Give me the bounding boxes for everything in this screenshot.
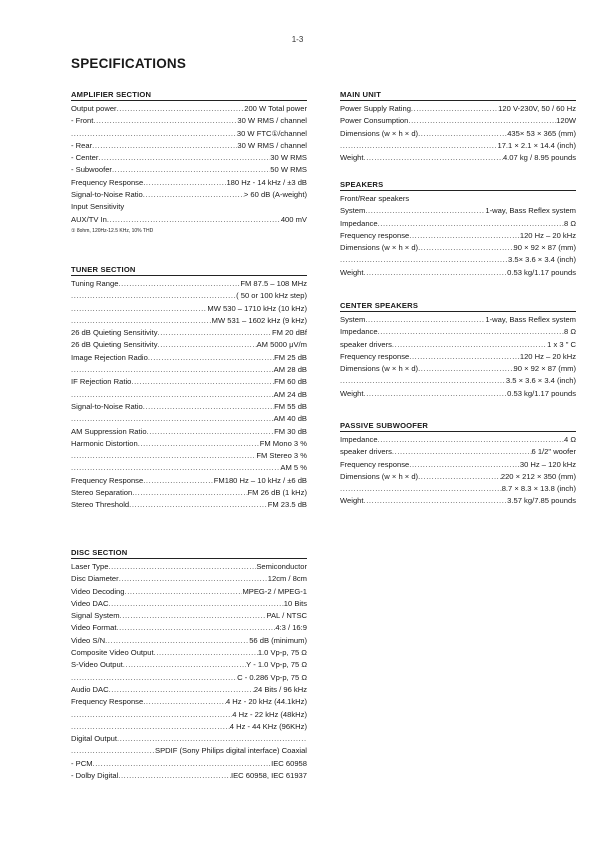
spec-row bbox=[71, 339, 307, 351]
spec-row bbox=[71, 696, 307, 708]
section-title: TUNER SECTION bbox=[71, 265, 307, 276]
dot-leader bbox=[364, 152, 503, 164]
spec-row bbox=[71, 758, 307, 770]
spec-value: FM 23.5 dB bbox=[267, 500, 307, 510]
spec-value: 4 Hz - 22 kHz (48kHz) bbox=[232, 709, 307, 719]
spec-row bbox=[71, 327, 307, 339]
spec-row bbox=[71, 140, 307, 152]
spec-value: FM Mono 3 % bbox=[259, 438, 307, 448]
dot-leader bbox=[365, 314, 485, 326]
spec-label: Weight bbox=[340, 153, 364, 163]
spec-value: 0.53 kg/1.17 pounds bbox=[507, 267, 576, 277]
spec-row bbox=[340, 314, 576, 326]
spec-row bbox=[71, 315, 307, 327]
spec-row bbox=[71, 561, 307, 573]
spec-row bbox=[340, 267, 576, 279]
spec-row bbox=[340, 230, 576, 242]
spec-row bbox=[340, 339, 576, 351]
spec-row bbox=[71, 115, 307, 127]
spec-value: FM 55 dB bbox=[274, 401, 307, 411]
section-title: MAIN UNIT bbox=[340, 90, 576, 101]
dot-leader bbox=[378, 218, 564, 230]
spec-row bbox=[71, 622, 307, 634]
spec-value: 10 Bits bbox=[283, 598, 307, 608]
spec-label: Harmonic Distortion bbox=[71, 438, 138, 448]
dot-leader bbox=[112, 164, 270, 176]
dot-leader bbox=[148, 352, 274, 364]
spec-row bbox=[340, 471, 576, 483]
spec-value: FM 30 dB bbox=[274, 426, 307, 436]
dot-leader bbox=[364, 495, 508, 507]
spec-row bbox=[340, 218, 576, 230]
section-center-speakers bbox=[340, 301, 576, 400]
dot-leader bbox=[138, 438, 260, 450]
spec-row bbox=[71, 709, 307, 721]
spec-row bbox=[71, 426, 307, 438]
spec-value: 90 × 92 × 87 (mm) bbox=[513, 243, 576, 253]
dot-leader bbox=[392, 446, 532, 458]
spec-label: 26 dB Quieting Sensitivity bbox=[71, 340, 158, 350]
spec-label: - Center bbox=[71, 153, 99, 163]
spec-row bbox=[71, 389, 307, 401]
spec-row bbox=[340, 459, 576, 471]
spec-value: 120 Hz – 20 kHz bbox=[519, 230, 576, 240]
spec-row bbox=[71, 475, 307, 487]
spec-label: Video DAC bbox=[71, 598, 109, 608]
spec-row bbox=[71, 598, 307, 610]
spec-value: 200 W Total power bbox=[244, 104, 307, 113]
spec-label: Dimensions (w × h × d) bbox=[340, 243, 419, 253]
dot-leader bbox=[123, 659, 246, 671]
spec-value: 30 W RMS / channel bbox=[237, 140, 307, 150]
dot-leader bbox=[143, 177, 226, 189]
spec-label: Signal-to-Noise Ratio bbox=[71, 401, 143, 411]
spec-value: 1-way, Bass Reflex system bbox=[485, 206, 576, 216]
dot-leader bbox=[71, 672, 237, 684]
spec-value: 90 × 92 × 87 (mm) bbox=[513, 364, 576, 374]
dot-leader bbox=[408, 115, 556, 127]
dot-leader bbox=[71, 303, 207, 315]
spec-label: IF Rejection Ratio bbox=[71, 377, 132, 387]
spec-label: Signal-to-Noise Ratio bbox=[71, 190, 143, 200]
spec-row bbox=[71, 103, 307, 115]
dot-leader bbox=[98, 152, 270, 164]
dot-leader bbox=[418, 242, 513, 254]
spec-value: 3.57 kg/7.85 pounds bbox=[507, 496, 576, 506]
spec-value: AM 28 dB bbox=[273, 365, 307, 375]
spec-row bbox=[71, 721, 307, 733]
dot-leader bbox=[158, 327, 272, 339]
spec-row bbox=[71, 499, 307, 511]
spec-row bbox=[71, 189, 307, 201]
spec-row bbox=[71, 745, 307, 757]
spec-value: 4:3 / 16:9 bbox=[275, 623, 307, 633]
spec-value: FM 20 dBf bbox=[271, 328, 307, 338]
spec-value: MW 530 – 1710 kHz (10 kHz) bbox=[207, 303, 307, 313]
spec-label: Frequency response bbox=[340, 351, 410, 361]
section-title: SPEAKERS bbox=[340, 180, 576, 191]
spec-row bbox=[71, 128, 307, 140]
spec-value: MW 531 – 1602 kHz (9 kHz) bbox=[211, 315, 307, 325]
dot-leader bbox=[109, 684, 254, 696]
spec-value: 1.0 Vp-p, 75 Ω bbox=[257, 648, 307, 658]
spec-row bbox=[71, 770, 307, 782]
section-passive-subwoofer bbox=[340, 421, 576, 508]
spec-row bbox=[340, 103, 576, 115]
dot-leader bbox=[378, 326, 564, 338]
spec-row bbox=[71, 401, 307, 413]
spec-row bbox=[340, 140, 576, 152]
dot-leader bbox=[143, 189, 244, 201]
dot-leader bbox=[118, 770, 231, 782]
dot-leader bbox=[124, 586, 242, 598]
spec-row bbox=[340, 388, 576, 400]
spec-label: Video S/N bbox=[71, 635, 106, 645]
spec-label: S-Video Output bbox=[71, 660, 123, 670]
spec-label: Impedance bbox=[340, 327, 378, 337]
spec-value: 3.5 × 3.6 × 3.4 (inch) bbox=[505, 376, 576, 386]
spec-row bbox=[71, 290, 307, 302]
spec-row bbox=[340, 193, 576, 205]
spec-row bbox=[71, 413, 307, 425]
spec-row bbox=[71, 462, 307, 474]
spec-label: Power Consumption bbox=[340, 116, 409, 126]
spec-label: AUX/TV In bbox=[71, 214, 107, 224]
section-title: PASSIVE SUBWOOFER bbox=[340, 421, 576, 432]
spec-value: 8.7 × 8.3 × 13.8 (inch) bbox=[501, 484, 576, 494]
spec-label: Frequency response bbox=[340, 230, 410, 240]
dot-leader bbox=[378, 434, 564, 446]
spec-row bbox=[71, 573, 307, 585]
spec-value: C - 0.286 Vp-p, 75 Ω bbox=[237, 672, 307, 682]
spec-value: 6 1/2" woofer bbox=[531, 447, 576, 457]
section-title: AMPLIFIER SECTION bbox=[71, 90, 307, 101]
spec-label: speaker drivers bbox=[340, 447, 392, 457]
dot-leader bbox=[418, 363, 513, 375]
dot-leader bbox=[119, 573, 268, 585]
spec-value: 120 Hz – 20 kHz bbox=[519, 351, 576, 361]
spec-label: 26 dB Quieting Sensitivity bbox=[71, 328, 158, 338]
spec-value: 8 Ω bbox=[563, 218, 576, 228]
spec-value: AM 5 % bbox=[280, 463, 307, 473]
dot-leader bbox=[93, 758, 272, 770]
spec-label: Impedance bbox=[340, 435, 378, 444]
spec-label: - PCM bbox=[71, 758, 93, 768]
dot-leader bbox=[132, 487, 247, 499]
spec-row bbox=[340, 242, 576, 254]
spec-label: Impedance bbox=[340, 218, 378, 228]
spec-row bbox=[71, 635, 307, 647]
section-title: DISC SECTION bbox=[71, 548, 307, 559]
dot-leader bbox=[129, 499, 268, 511]
spec-label: System bbox=[340, 206, 366, 216]
spec-value: 3.5× 3.6 × 3.4 (inch) bbox=[508, 255, 576, 265]
spec-value: 30 W RMS / channel bbox=[237, 116, 307, 126]
spec-value: ( 50 or 100 kHz step) bbox=[236, 291, 307, 301]
dot-leader bbox=[71, 462, 280, 474]
spec-label: Frequency response bbox=[340, 459, 410, 469]
spec-value: > 60 dB (A-weight) bbox=[243, 190, 307, 200]
spec-row bbox=[71, 376, 307, 388]
spec-label: Weight bbox=[340, 388, 364, 398]
dot-leader bbox=[364, 388, 508, 400]
spec-row bbox=[71, 438, 307, 450]
dot-leader bbox=[92, 140, 237, 152]
spec-row bbox=[340, 205, 576, 217]
spec-value: Semiconductor bbox=[256, 562, 307, 571]
spec-row bbox=[340, 152, 576, 164]
spec-row bbox=[340, 375, 576, 387]
spec-value: Y - 1.0 Vp-p, 75 Ω bbox=[246, 660, 307, 670]
spec-value: IEC 60958 bbox=[271, 758, 307, 768]
spec-row bbox=[340, 495, 576, 507]
spec-value: MPEG-2 / MPEG-1 bbox=[242, 586, 307, 596]
spec-row bbox=[71, 659, 307, 671]
spec-value: FM 26 dB (1 kHz) bbox=[247, 488, 307, 498]
page-title: SPECIFICATIONS bbox=[71, 56, 187, 71]
spec-row bbox=[340, 115, 576, 127]
spec-value: 4 Hz - 44 KHz (96KHz) bbox=[229, 721, 307, 731]
section-title: CENTER SPEAKERS bbox=[340, 301, 576, 312]
spec-value: IEC 60958, IEC 61937 bbox=[231, 771, 307, 781]
dot-leader bbox=[116, 622, 275, 634]
spec-label: Audio DAC bbox=[71, 684, 109, 694]
spec-label: Digital Output bbox=[71, 734, 118, 744]
dot-leader bbox=[411, 103, 498, 115]
spec-row bbox=[71, 164, 307, 176]
spec-label: Composite Video Output bbox=[71, 648, 154, 658]
spec-value: 400 mV bbox=[280, 214, 307, 224]
spec-row bbox=[71, 352, 307, 364]
section-disc bbox=[71, 548, 307, 782]
spec-label: System bbox=[340, 315, 366, 324]
spec-row bbox=[71, 177, 307, 189]
dot-leader bbox=[365, 205, 485, 217]
spec-value: AM 24 dB bbox=[273, 389, 307, 399]
dot-leader bbox=[107, 214, 281, 226]
spec-label: Stereo Separation bbox=[71, 488, 133, 498]
dot-leader bbox=[117, 733, 307, 745]
dot-leader bbox=[93, 115, 237, 127]
dot-leader bbox=[364, 267, 508, 279]
dot-leader bbox=[71, 413, 274, 425]
dot-leader bbox=[340, 140, 497, 152]
spec-value: FM 25 dB bbox=[274, 352, 307, 362]
spec-row bbox=[340, 363, 576, 375]
spec-label: Frequency Response bbox=[71, 475, 144, 485]
spec-row bbox=[71, 487, 307, 499]
dot-leader bbox=[108, 598, 283, 610]
spec-value: 180 Hz - 14 kHz / ±3 dB bbox=[226, 177, 307, 187]
spec-label: - Rear bbox=[71, 140, 93, 150]
spec-value: 30 Hz – 120 kHz bbox=[519, 459, 576, 469]
spec-row bbox=[71, 152, 307, 164]
spec-value: AM 40 dB bbox=[273, 414, 307, 424]
spec-value: FM Stereo 3 % bbox=[256, 451, 307, 461]
page-number: 1-3 bbox=[291, 35, 304, 44]
spec-label: - Dolby Digital bbox=[71, 771, 119, 781]
spec-label: Input Sensitivity bbox=[71, 202, 125, 212]
spec-value: 30 W RMS bbox=[270, 153, 307, 163]
dot-leader bbox=[392, 339, 547, 351]
spec-row bbox=[71, 450, 307, 462]
section-tuner bbox=[71, 265, 307, 512]
spec-value: FM 60 dB bbox=[274, 377, 307, 387]
dot-leader bbox=[147, 426, 275, 438]
dot-leader bbox=[154, 647, 258, 659]
spec-row bbox=[340, 254, 576, 266]
spec-value: 4 Hz - 20 kHz (44.1kHz) bbox=[225, 697, 307, 707]
spec-value: 12cm / 8cm bbox=[267, 574, 307, 584]
dot-leader bbox=[71, 709, 232, 721]
spec-label: Tuning Range bbox=[71, 279, 119, 288]
spec-label: Stereo Threshold bbox=[71, 500, 130, 510]
spec-row bbox=[340, 128, 576, 140]
spec-label: - Subwoofer bbox=[71, 165, 112, 175]
dot-leader bbox=[71, 389, 274, 401]
spec-value: 56 dB (minimum) bbox=[249, 635, 307, 645]
spec-row bbox=[71, 201, 307, 213]
spec-label: Dimensions (w × h × d) bbox=[340, 471, 419, 481]
dot-leader bbox=[340, 254, 508, 266]
spec-value: 8 Ω bbox=[563, 327, 576, 337]
spec-value: AM 5000 μV/m bbox=[256, 340, 307, 350]
spec-value: 30 W FTC①/channel bbox=[236, 128, 307, 138]
spec-label: Dimensions (w × h × d) bbox=[340, 364, 419, 374]
spec-label: AM Suppression Ratio bbox=[71, 426, 147, 436]
dot-leader bbox=[409, 459, 520, 471]
spec-value: 24 Bits / 96 kHz bbox=[253, 684, 307, 694]
spec-row bbox=[340, 483, 576, 495]
spec-row bbox=[71, 214, 307, 226]
spec-row bbox=[71, 586, 307, 598]
spec-label: Image Rejection Radio bbox=[71, 352, 148, 362]
spec-row bbox=[71, 733, 307, 745]
section-main-unit bbox=[340, 90, 576, 164]
dot-leader bbox=[143, 475, 214, 487]
spec-label: Frequency Response bbox=[71, 177, 144, 187]
spec-label: Signal System bbox=[71, 611, 120, 621]
dot-leader bbox=[71, 128, 237, 140]
spec-row bbox=[71, 672, 307, 684]
dot-leader bbox=[120, 610, 267, 622]
spec-label: Disc Diameter bbox=[71, 574, 119, 584]
spec-value: 0.53 kg/1.17 pounds bbox=[507, 388, 576, 398]
spec-value: FM 87.5 – 108 MHz bbox=[240, 279, 307, 288]
footnote: ① 8ohm, 120Hz-12.5 KHz, 10% THD bbox=[71, 227, 154, 234]
spec-label: - Front bbox=[71, 116, 94, 126]
dot-leader bbox=[340, 483, 502, 495]
spec-value: 4 Ω bbox=[563, 435, 576, 444]
spec-row bbox=[71, 610, 307, 622]
dot-leader bbox=[71, 745, 155, 757]
spec-row bbox=[71, 364, 307, 376]
dot-leader bbox=[418, 471, 501, 483]
spec-value: 1-way, Bass Reflex system bbox=[485, 315, 576, 324]
dot-leader bbox=[71, 364, 274, 376]
dot-leader bbox=[117, 103, 245, 115]
dot-leader bbox=[71, 721, 230, 733]
spec-row bbox=[71, 684, 307, 696]
dot-leader bbox=[143, 401, 274, 413]
dot-leader bbox=[71, 315, 212, 327]
spec-value: 120 V-230V, 50 / 60 Hz bbox=[498, 104, 576, 113]
spec-label: Video Decoding bbox=[71, 586, 125, 596]
spec-row bbox=[71, 647, 307, 659]
spec-row bbox=[340, 434, 576, 446]
dot-leader bbox=[131, 376, 274, 388]
spec-value: SPDIF (Sony Philips digital interface) Coaxial bbox=[155, 746, 307, 756]
section-speakers bbox=[340, 180, 576, 279]
spec-label: Output power bbox=[71, 104, 117, 113]
spec-label: Front/Rear speakers bbox=[340, 194, 410, 203]
dot-leader bbox=[158, 339, 257, 351]
spec-value: 220 × 212 × 350 (mm) bbox=[500, 471, 576, 481]
spec-row bbox=[71, 278, 307, 290]
spec-value: 4.07 kg / 8.95 pounds bbox=[502, 153, 576, 163]
spec-row bbox=[340, 446, 576, 458]
spec-label: Laser Type bbox=[71, 562, 109, 571]
spec-value: PAL / NTSC bbox=[266, 611, 307, 621]
dot-leader bbox=[71, 290, 236, 302]
dot-leader bbox=[409, 230, 520, 242]
spec-value: 17.1 × 2.1 × 14.4 (inch) bbox=[497, 140, 576, 150]
dot-leader bbox=[418, 128, 507, 140]
dot-leader bbox=[340, 375, 506, 387]
section-amplifier bbox=[71, 90, 307, 235]
spec-label: Video Format bbox=[71, 623, 117, 633]
dot-leader bbox=[143, 696, 226, 708]
dot-leader bbox=[105, 635, 249, 647]
spec-label: Power Supply Rating bbox=[340, 104, 411, 113]
dot-leader bbox=[118, 278, 240, 290]
spec-value: 435× 53 × 365 (mm) bbox=[507, 128, 576, 138]
spec-row bbox=[71, 303, 307, 315]
spec-row bbox=[340, 326, 576, 338]
spec-label: Weight bbox=[340, 496, 364, 506]
dot-leader bbox=[71, 450, 256, 462]
dot-leader bbox=[409, 351, 520, 363]
spec-value: 1 x 3 " C bbox=[547, 339, 576, 349]
spec-row bbox=[340, 351, 576, 363]
spec-label: Frequency Response bbox=[71, 697, 144, 707]
spec-value: 50 W RMS bbox=[270, 165, 307, 175]
spec-label: Weight bbox=[340, 267, 364, 277]
spec-label: Dimensions (w × h × d) bbox=[340, 128, 419, 138]
spec-value: FM180 Hz – 10 kHz / ±6 dB bbox=[213, 475, 307, 485]
spec-label: speaker drivers bbox=[340, 339, 392, 349]
spec-value: 120W bbox=[556, 116, 576, 126]
dot-leader bbox=[108, 561, 256, 573]
